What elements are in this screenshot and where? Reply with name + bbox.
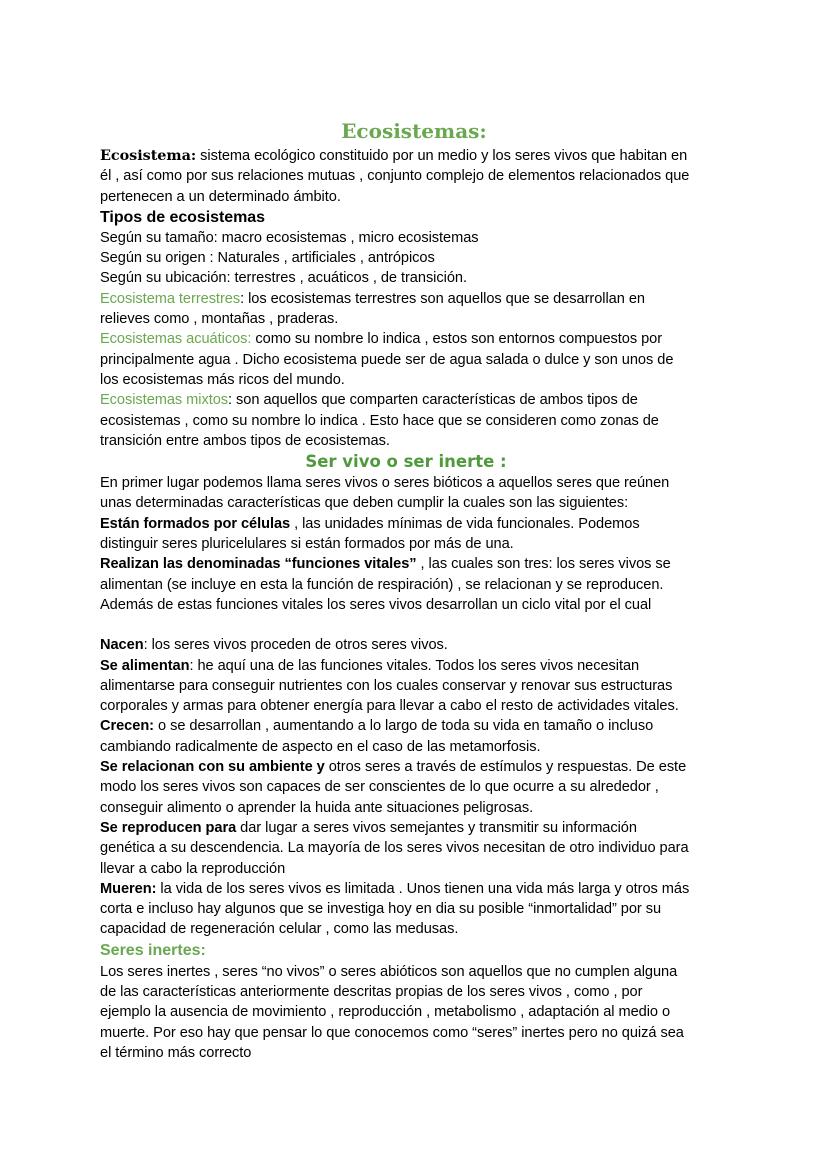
definition-paragraph bbox=[100, 146, 728, 207]
type-by-location: Según su ubicación: terrestres , acuáticos , de transición. bbox=[100, 270, 467, 287]
reproduce-paragraph: Se reproducen para dar lugar a seres vivos semejantes y transmitir su información genética a su descendencia. La mayoría de los seres vivos necesitan de otro individuo para llevar a cabo la reproducción bbox=[100, 819, 689, 877]
die-paragraph: Mueren: la vida de los seres vivos es limitada . Unos tienen una vida más larga y otros más corta e incluso hay algunos que se investiga hoy en dia su posible “inmortalidad” por su capacidad de regeneración celular , como las medusas. bbox=[100, 880, 690, 938]
vital-functions-bold: Realizan las denominadas “funciones vitales” bbox=[100, 556, 417, 573]
grow-paragraph: Crecen: o se desarrollan , aumentando a lo largo de toda su vida en tamaño o incluso cambiando radicalmente de aspecto en el caso de las metamorfosis. bbox=[100, 718, 654, 755]
page-title: Ecosistemas: bbox=[341, 119, 487, 143]
inert-heading: Seres inertes: bbox=[100, 941, 206, 959]
terrestrial-paragraph: Ecosistema terrestres: los ecosistemas terrestres son aquellos que se desarrollan en relieves como , montañas , praderas. bbox=[100, 290, 645, 328]
mixed-label: Ecosistemas mixtos bbox=[100, 392, 229, 409]
vital-functions-paragraph: Realizan las denominadas “funciones vitales” , las cuales son tres: los seres vivos se alimentan (se incluye en esta la función de respiración) , se relacionan y se reproducen. Además de estas funciones vitales los seres vivos desarrollan un ciclo vital por el cual bbox=[100, 556, 671, 613]
inert-paragraph: Los seres inertes , seres “no vivos” o seres abióticos son aquellos que no cumplen alguna de las características anteriormente descritas propias de los seres vivos , como , por ejemplo la ausencia de movimiento , reproducción , metabolismo , adaptación al medio o muerte. Por eso hay que pensar lo que conocemos como “seres” inertes pero no quizá sea el término más correcto bbox=[100, 963, 684, 1061]
intro-paragraph: En primer lugar podemos llama seres vivos o seres bióticos a aquellos seres que reúnen unas determinadas características que deben cumplir la cuales son las siguientes: bbox=[100, 475, 670, 512]
definition-term: Ecosistema: bbox=[100, 147, 197, 164]
definition-line-2: él , así como por sus relaciones mutuas , conjunto complejo de elementos relacionados que bbox=[100, 168, 690, 185]
type-by-size: Según su tamaño: macro ecosistemas , micro ecosistemas bbox=[100, 229, 479, 246]
born-line: Nacen: los seres vivos proceden de otros seres vivos. bbox=[100, 637, 448, 654]
definition-line-1: Ecosistema: sistema ecológico constituido por un medio y los seres vivos que habitan en bbox=[100, 147, 688, 164]
relate-paragraph: Se relacionan con su ambiente y otros seres a través de estímulos y respuestas. De este modo los seres vivos son capaces de ser conscientes de lo que ocurre a su alrededor , conseguir alimento o aprender la huida ante situaciones peligrosas. bbox=[100, 759, 687, 816]
cells-paragraph: Están formados por células , las unidades mínimas de vida funcionales. Podemos distinguir seres pluricelulares si están formados por más de una. bbox=[100, 515, 640, 553]
definition-line-3: pertenecen a un determinado ámbito. bbox=[100, 188, 341, 205]
blank-line bbox=[100, 615, 728, 635]
terrestrial-label: Ecosistema terrestres bbox=[100, 290, 241, 307]
aquatic-label: Ecosistemas acuáticos: bbox=[100, 331, 252, 348]
feed-paragraph: Se alimentan: he aquí una de las funciones vitales. Todos los seres vivos necesitan alimentarse para conseguir nutrientes con los cuales conservar y renovar sus estructuras corporales y armas para obtener energía para llevar a cabo el resto de actividades vitales. bbox=[100, 657, 679, 715]
types-heading: Tipos de ecosistemas bbox=[100, 208, 266, 226]
cells-bold: Están formados por células bbox=[100, 515, 291, 532]
aquatic-paragraph: Ecosistemas acuáticos: como su nombre lo indica , estos son entornos compuestos por principalmente agua . Dicho ecosistema puede ser de agua salada o dulce y son unos de los ecosistemas más ricos del mundo. bbox=[100, 331, 674, 388]
type-by-origin: Según su origen : Naturales , artificiales , antrópicos bbox=[100, 250, 435, 267]
mixed-paragraph: Ecosistemas mixtos: son aquellos que comparten características de ambos tipos de ecosistemas , como su nombre lo indica . Esto hace que se consideren como zonas de transición entre ambos tipos de ecosistemas. bbox=[100, 392, 659, 449]
living-vs-inert-title: Ser vivo o ser inerte : bbox=[305, 452, 507, 472]
